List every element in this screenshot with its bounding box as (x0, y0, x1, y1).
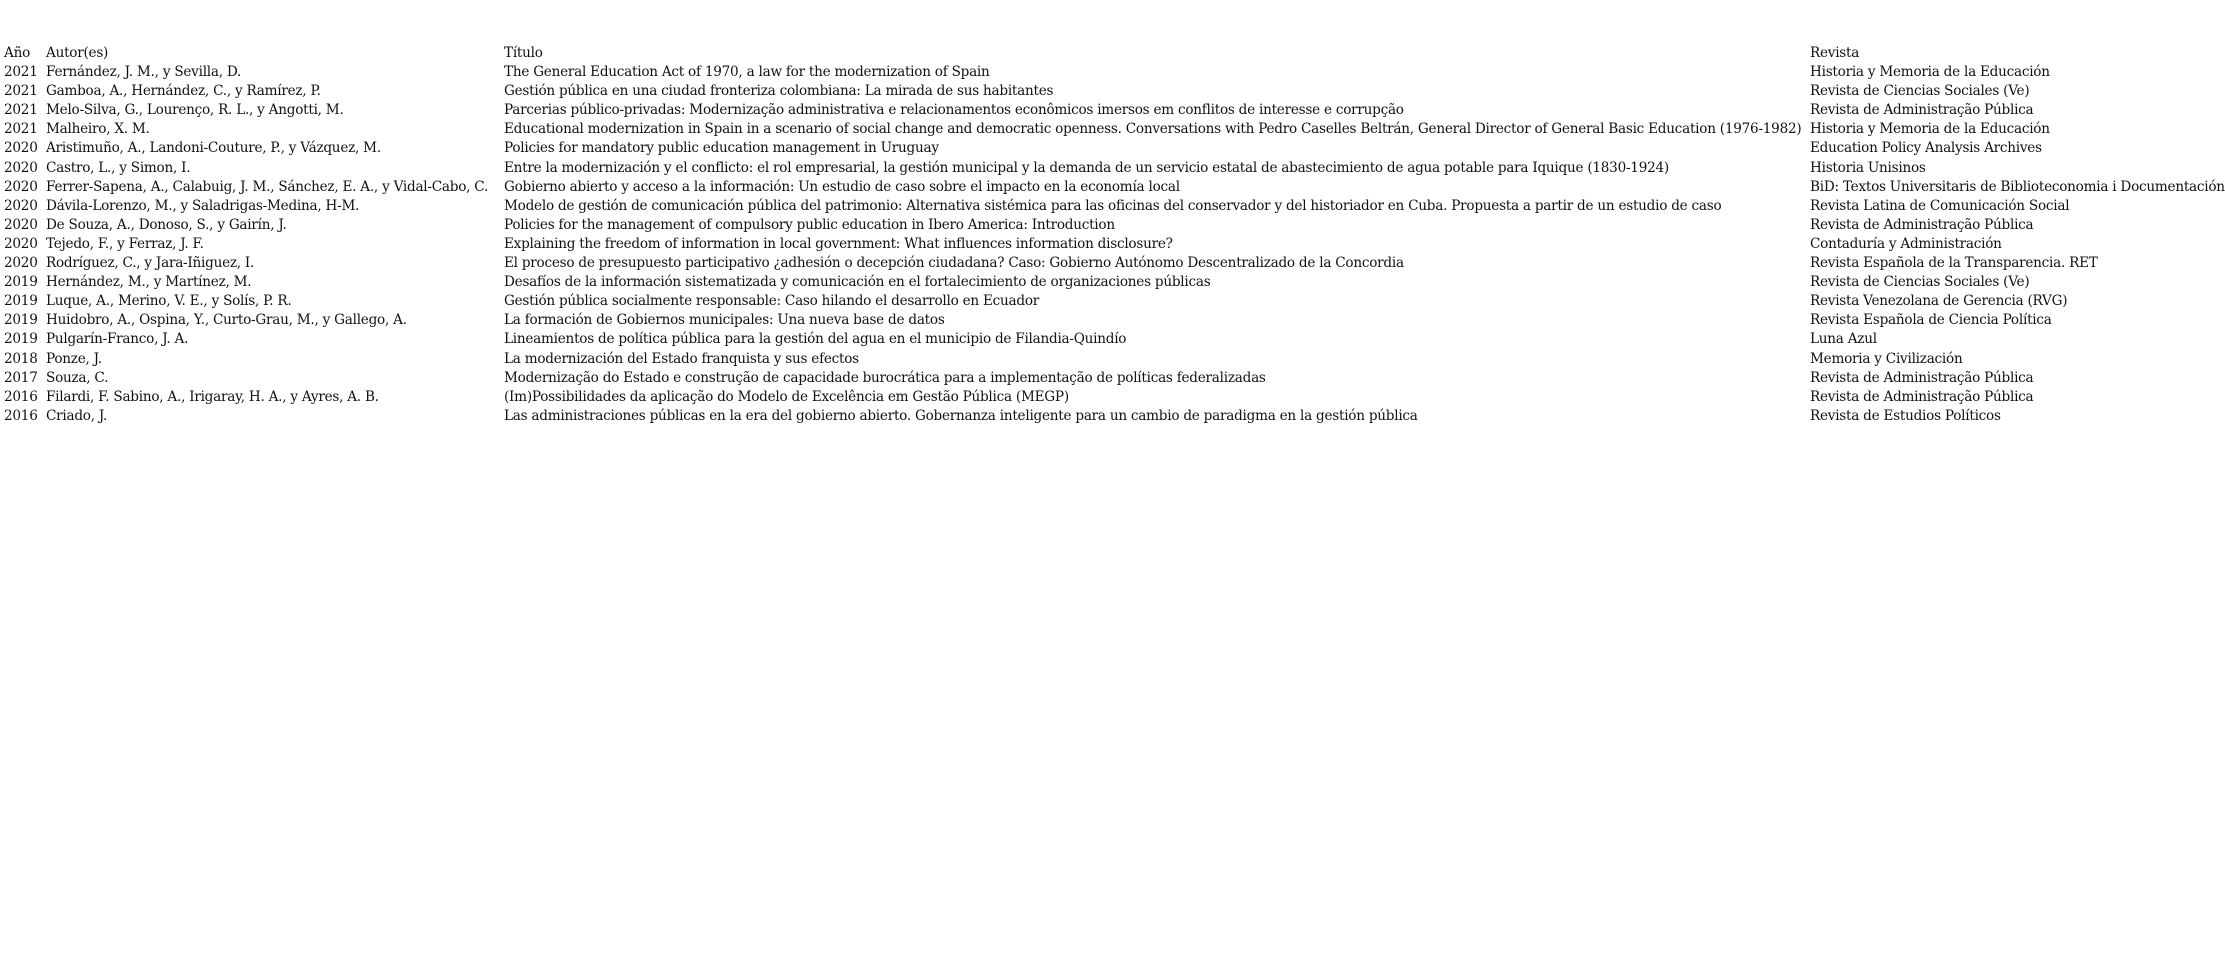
cell-title: Gestión pública socialmente responsable: Caso hilando el desarrollo en Ecuador (504, 293, 1039, 310)
cell-author: Criado, J. (46, 407, 108, 424)
cell-author: Filardi, F. Sabino, A., Irigaray, H. A., y Ayres, A. B. (46, 388, 379, 405)
cell-year: 2016 (4, 388, 38, 405)
table-row (4, 254, 2225, 273)
cell-title: Las administraciones públicas en la era del gobierno abierto. Gobernanza inteligente para un cambio de paradigma en la gestión pública (504, 407, 1418, 424)
cell-journal: Historia y Memoria de la Educación (1810, 121, 2050, 138)
cell-title: (Im)Possibilidades da aplicação do Modelo de Excelência em Gestão Pública (MEGP) (504, 388, 1069, 405)
cell-title: La formación de Gobiernos municipales: Una nueva base de datos (504, 312, 945, 329)
cell-year: 2020 (4, 216, 38, 233)
cell-year: 2016 (4, 407, 38, 424)
cell-year: 2019 (4, 274, 38, 291)
cell-journal: Revista de Administração Pública (1810, 102, 2034, 119)
header-journal: Revista (1810, 45, 1860, 61)
cell-year: 2021 (4, 121, 38, 138)
cell-journal: Revista de Administração Pública (1810, 388, 2034, 405)
cell-author: Fernández, J. M., y Sevilla, D. (46, 64, 242, 81)
table-row (4, 273, 2225, 292)
cell-journal: Revista de Estudios Políticos (1810, 407, 2001, 424)
cell-author: Pulgarín-Franco, J. A. (46, 331, 189, 348)
cell-year: 2020 (4, 140, 38, 157)
table-row (4, 82, 2225, 101)
header-year: Año (4, 45, 31, 61)
cell-year: 2019 (4, 331, 38, 348)
cell-title: Lineamientos de política pública para la gestión del agua en el municipio de Filandia-Quindío (504, 331, 1127, 348)
cell-author: Melo-Silva, G., Lourenço, R. L., y Angotti, M. (46, 102, 344, 119)
cell-title: Modelo de gestión de comunicación pública del patrimonio: Alternativa sistémica para las oficinas del conservador y del historiador en Cuba. Propuesta a partir de un estudio de caso (504, 197, 1722, 214)
cell-author: Huidobro, A., Ospina, Y., Curto-Grau, M., y Gallego, A. (46, 312, 407, 329)
table-row (4, 197, 2225, 216)
cell-title: Gestión pública en una ciudad fronteriza colombiana: La mirada de sus habitantes (504, 83, 1054, 100)
cell-year: 2020 (4, 255, 38, 272)
table-row (4, 159, 2225, 178)
table-row (4, 139, 2225, 158)
cell-author: De Souza, A., Donoso, S., y Gairín, J. (46, 216, 287, 233)
cell-title: Gobierno abierto y acceso a la información: Un estudio de caso sobre el impacto en la economía local (504, 178, 1180, 195)
cell-year: 2020 (4, 178, 38, 195)
cell-year: 2019 (4, 312, 38, 329)
cell-title: Modernização do Estado e construção de capacidade burocrática para a implementação de políticas federalizadas (504, 369, 1266, 386)
cell-author: Ponze, J. (46, 350, 102, 367)
cell-title: La modernización del Estado franquista y sus efectos (504, 350, 859, 367)
cell-journal: Revista de Ciencias Sociales (Ve) (1810, 274, 2030, 291)
table-header-row (4, 44, 2225, 63)
cell-author: Luque, A., Merino, V. E., y Solís, P. R. (46, 293, 292, 310)
table-row (4, 292, 2225, 311)
table-row (4, 311, 2225, 330)
cell-title: El proceso de presupuesto participativo ¿adhesión o decepción ciudadana? Caso: Gobierno Autónomo Descentralizado de la Concordia (504, 255, 1404, 272)
cell-year: 2018 (4, 350, 38, 367)
table-row (4, 388, 2225, 407)
cell-title: Parcerias público-privadas: Modernização administrativa e relacionamentos econômicos imersos em conflitos de interesse e corrupção (504, 102, 1404, 119)
cell-author: Aristimuño, A., Landoni-Couture, P., y Vázquez, M. (46, 140, 381, 157)
cell-journal: Revista de Administração Pública (1810, 216, 2034, 233)
cell-author: Dávila-Lorenzo, M., y Saladrigas-Medina, H-M. (46, 197, 360, 214)
cell-title: The General Education Act of 1970, a law for the modernization of Spain (504, 64, 990, 81)
cell-journal: Memoria y Civilización (1810, 350, 1963, 367)
cell-author: Rodríguez, C., y Jara-Iñiguez, I. (46, 255, 255, 272)
cell-title: Entre la modernización y el conflicto: el rol empresarial, la gestión municipal y la demanda de un servicio estatal de abastecimiento de agua potable para Iquique (1830-1924) (504, 159, 1669, 176)
cell-title: Policies for mandatory public education management in Uruguay (504, 140, 939, 157)
table-row (4, 235, 2225, 254)
cell-author: Castro, L., y Simon, I. (46, 159, 191, 176)
table-row (4, 101, 2225, 120)
publications-table-container (4, 44, 2225, 426)
cell-journal: Education Policy Analysis Archives (1810, 140, 2042, 157)
table-body (4, 63, 2225, 426)
cell-journal: Revista Española de Ciencia Política (1810, 312, 2052, 329)
cell-title: Explaining the freedom of information in local government: What influences information disclosure? (504, 235, 1173, 252)
cell-journal: Revista de Ciencias Sociales (Ve) (1810, 83, 2030, 100)
table-row (4, 369, 2225, 388)
cell-journal: BiD: Textos Universitaris de Biblioteconomia i Documentación (1810, 178, 2225, 195)
cell-journal: Historia y Memoria de la Educación (1810, 64, 2050, 81)
header-title: Título (504, 45, 543, 61)
cell-author: Souza, C. (46, 369, 109, 386)
cell-journal: Revista Latina de Comunicación Social (1810, 197, 2070, 214)
table-row (4, 330, 2225, 349)
cell-title: Desafíos de la información sistematizada y comunicación en el fortalecimiento de organizaciones públicas (504, 274, 1211, 291)
cell-year: 2021 (4, 83, 38, 100)
cell-journal: Contaduría y Administración (1810, 235, 2002, 252)
cell-title: Policies for the management of compulsory public education in Ibero America: Introduction (504, 216, 1115, 233)
cell-journal: Revista Española de la Transparencia. RET (1810, 255, 2098, 272)
header-author: Autor(es) (46, 45, 109, 61)
cell-author: Ferrer-Sapena, A., Calabuig, J. M., Sánchez, E. A., y Vidal-Cabo, C. (46, 178, 489, 195)
cell-journal: Historia Unisinos (1810, 159, 1926, 176)
table-row (4, 63, 2225, 82)
cell-year: 2020 (4, 159, 38, 176)
table-row (4, 178, 2225, 197)
table-row (4, 120, 2225, 139)
cell-author: Gamboa, A., Hernández, C., y Ramírez, P. (46, 83, 321, 100)
table-row (4, 216, 2225, 235)
cell-year: 2021 (4, 64, 38, 81)
cell-year: 2020 (4, 197, 38, 214)
cell-title: Educational modernization in Spain in a scenario of social change and democratic openness. Conversations with Pedro Caselles Beltrán, General Director of General Basic Education (1976-1982) (504, 121, 1802, 138)
table-row (4, 350, 2225, 369)
cell-year: 2019 (4, 293, 38, 310)
cell-year: 2020 (4, 235, 38, 252)
publications-table (4, 44, 2225, 426)
cell-author: Malheiro, X. M. (46, 121, 150, 138)
cell-journal: Revista de Administração Pública (1810, 369, 2034, 386)
table-row (4, 407, 2225, 426)
cell-year: 2017 (4, 369, 38, 386)
cell-author: Hernández, M., y Martínez, M. (46, 274, 252, 291)
cell-year: 2021 (4, 102, 38, 119)
cell-journal: Revista Venezolana de Gerencia (RVG) (1810, 293, 2068, 310)
cell-author: Tejedo, F., y Ferraz, J. F. (46, 235, 204, 252)
cell-journal: Luna Azul (1810, 331, 1877, 348)
